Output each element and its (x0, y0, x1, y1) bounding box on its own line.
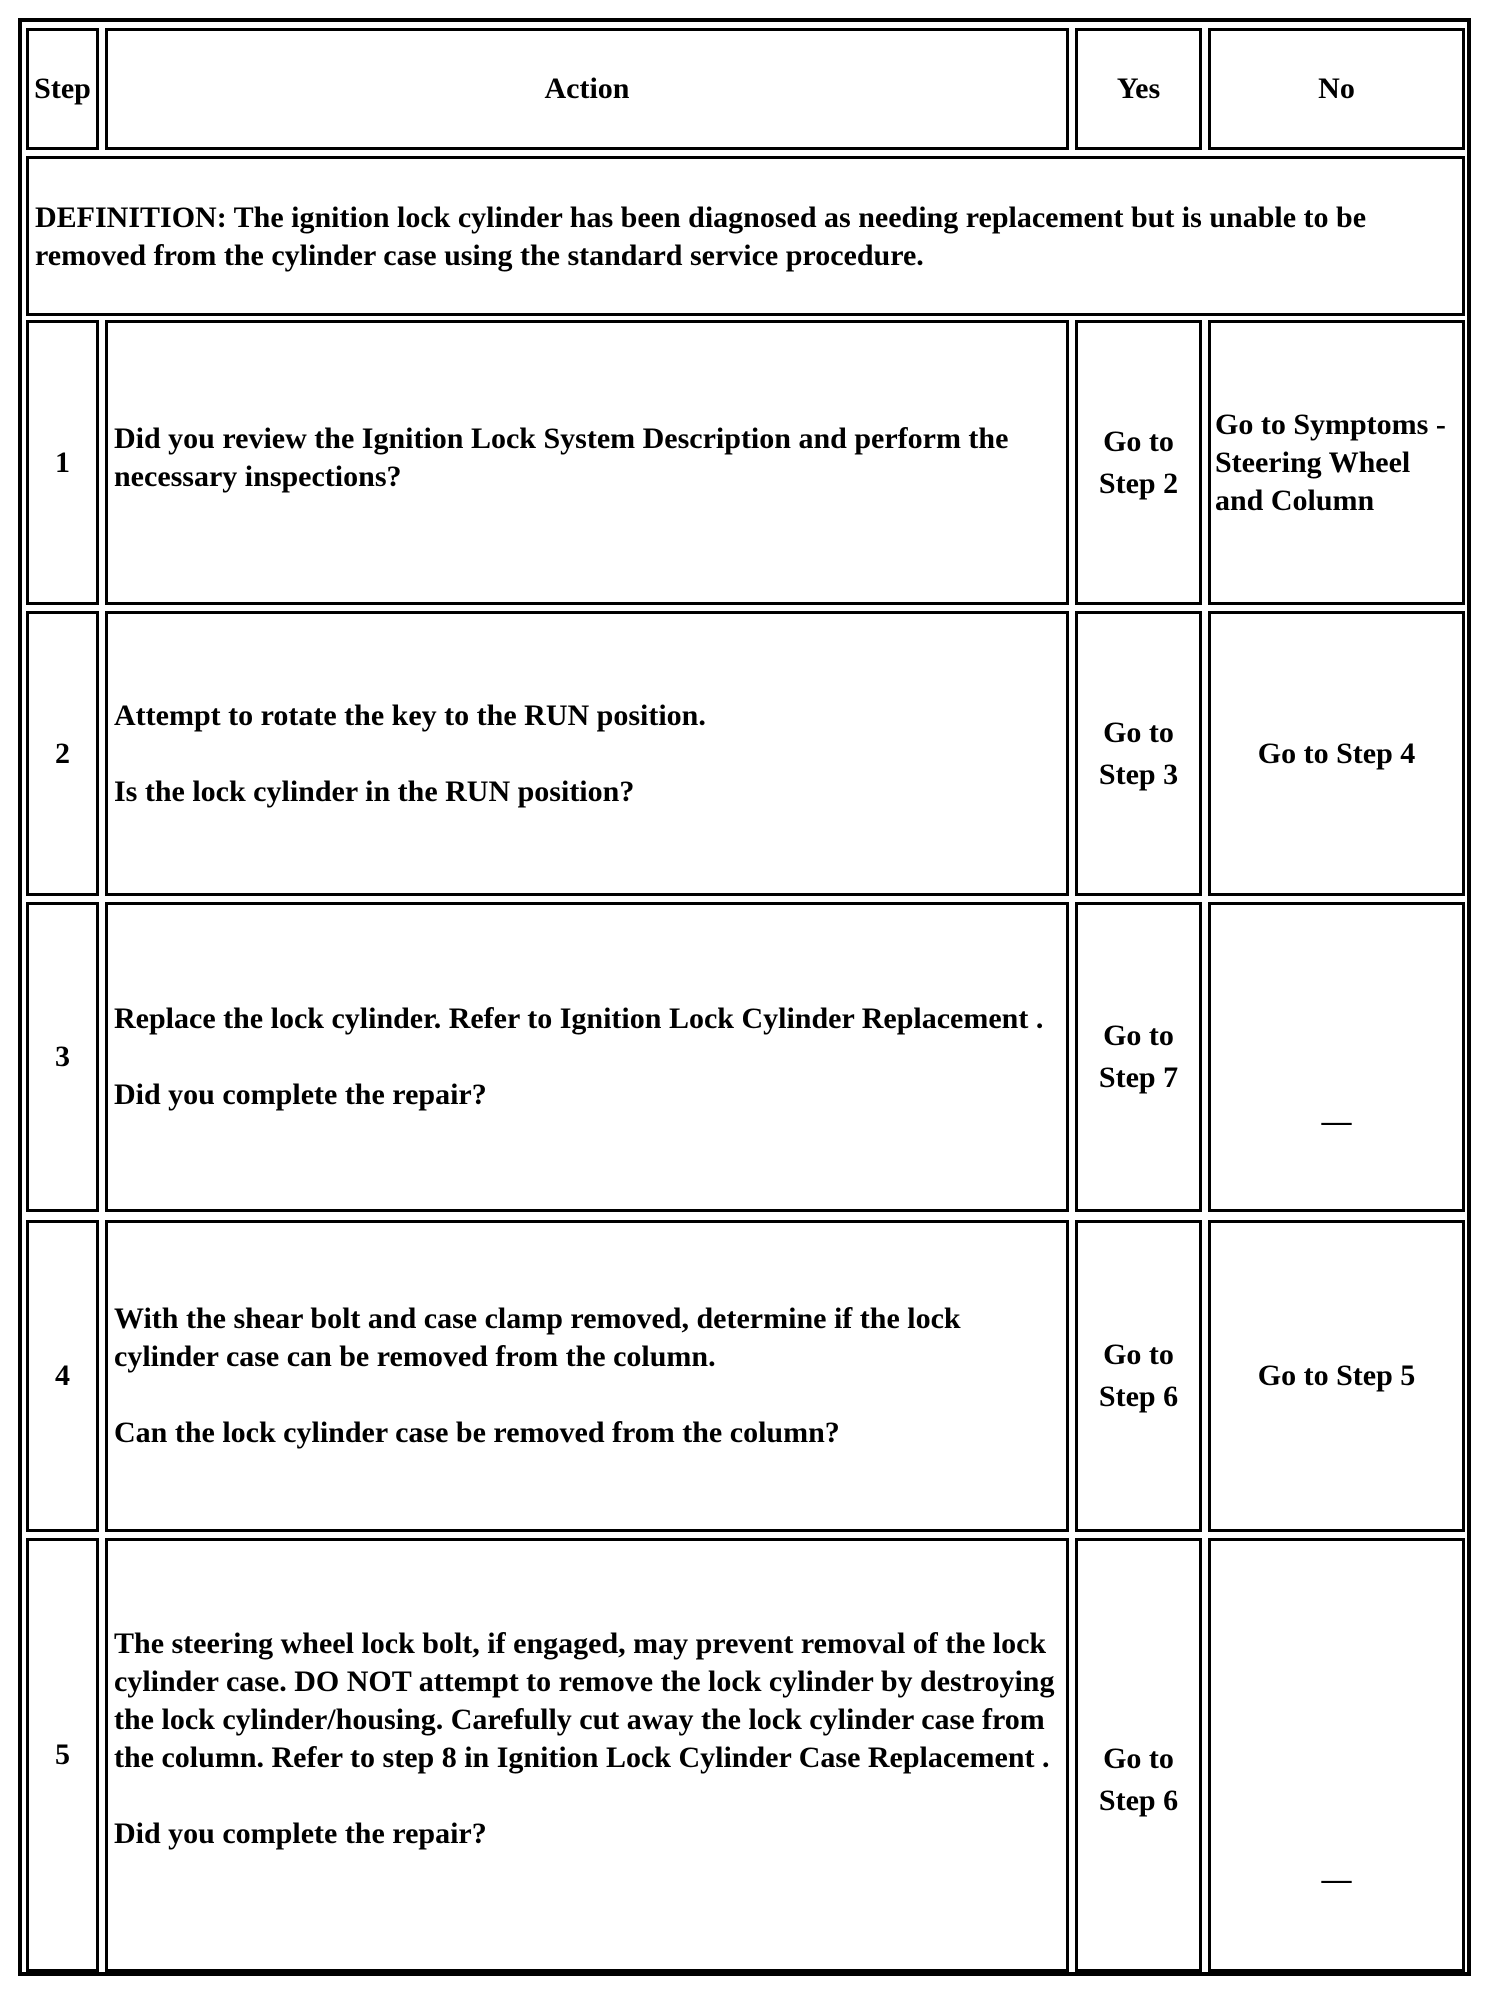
yes-text-line2: Step 7 (1098, 1061, 1179, 1094)
header-no-label: No (1318, 72, 1355, 105)
header-step (26, 28, 99, 150)
yes-text-line1: Go to (1103, 1742, 1174, 1775)
table-row-5-step (26, 1538, 99, 1972)
table-row-5-action (105, 1538, 1069, 1972)
header-action (105, 28, 1069, 150)
table-row-3-no (1208, 902, 1465, 1212)
header-no (1208, 28, 1465, 150)
definition-text: DEFINITION: The ignition lock cylinder has been diagnosed as needing replacement but is unable to be removed from the cylinder case using the standard service procedure. (35, 201, 1367, 272)
action-question: Did you complete the repair? (114, 1817, 487, 1850)
table-row-3-yes (1075, 902, 1202, 1212)
action-question: Did you complete the repair? (114, 1078, 487, 1111)
table-row-2-no (1208, 611, 1465, 896)
no-text: Go to Step 5 (1257, 1359, 1416, 1392)
action-text: Replace the lock cylinder. Refer to Ignition Lock Cylinder Replacement . (114, 1002, 1044, 1035)
table-row-2-yes (1075, 611, 1202, 896)
table-row-1-action (105, 320, 1069, 605)
em-dash: — (1321, 1863, 1352, 1896)
yes-text-line1: Go to (1103, 715, 1174, 749)
table-row-4-action (105, 1220, 1069, 1532)
action-text: Did you review the Ignition Lock System Description and perform the necessary inspections? (114, 421, 1009, 493)
step-number: 4 (55, 1359, 70, 1392)
yes-text-line2: Step 3 (1098, 757, 1179, 791)
table-row-4-step (26, 1220, 99, 1532)
table-row-3-action (105, 902, 1069, 1212)
no-text: Go to Symptoms - Steering Wheel and Column (1215, 407, 1446, 517)
action-text: Attempt to rotate the key to the RUN position. (114, 698, 706, 732)
yes-text-line1: Go to (1103, 1019, 1174, 1052)
action-question: Is the lock cylinder in the RUN position? (114, 774, 635, 808)
header-action-label: Action (544, 72, 630, 105)
yes-text-line1: Go to (1103, 424, 1174, 458)
yes-text-line2: Step 6 (1098, 1784, 1179, 1817)
step-number: 2 (55, 736, 70, 770)
step-number: 1 (55, 445, 70, 479)
yes-text-line2: Step 6 (1098, 1380, 1179, 1413)
table-row-1-step (26, 320, 99, 605)
no-text: Go to Step 4 (1257, 736, 1416, 770)
header-yes (1075, 28, 1202, 150)
table-row-4-yes (1075, 1220, 1202, 1532)
definition-row (26, 156, 1465, 316)
action-question: Can the lock cylinder case be removed from the column? (114, 1416, 840, 1449)
table-row-1-no (1208, 320, 1465, 605)
action-text: With the shear bolt and case clamp removed, determine if the lock cylinder case can be removed from the column. (114, 1302, 961, 1373)
em-dash: — (1321, 1105, 1352, 1138)
header-yes-label: Yes (1116, 72, 1161, 105)
table-row-5-no (1208, 1538, 1465, 1972)
table-row-5-yes (1075, 1538, 1202, 1972)
header-step-label: Step (34, 72, 91, 105)
action-text: The steering wheel lock bolt, if engaged, may prevent removal of the lock cylinder case. DO NOT attempt to remove the lock cylinder by destroying the lock cylinder/housing. Carefully cut away the lock cylinder case from the column. Refer to step 8 in Ignition Lock Cylinder Case Replacement . (114, 1627, 1055, 1774)
table-row-1-yes (1075, 320, 1202, 605)
yes-text-line1: Go to (1103, 1338, 1174, 1371)
table-row-2-action (105, 611, 1069, 896)
step-number: 3 (55, 1040, 70, 1073)
table-row-3-step (26, 902, 99, 1212)
step-number: 5 (55, 1738, 70, 1771)
yes-text-line2: Step 2 (1098, 466, 1179, 500)
table-row-4-no (1208, 1220, 1465, 1532)
table-row-2-step (26, 611, 99, 896)
